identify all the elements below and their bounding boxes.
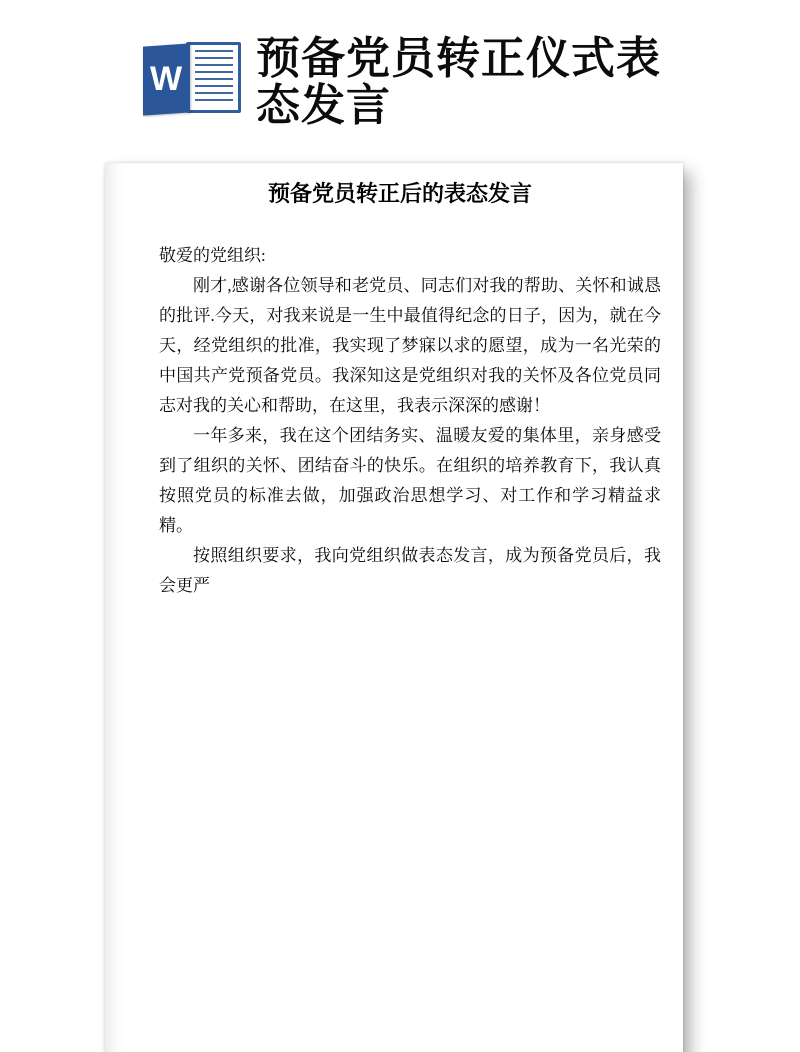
document-paragraph: 按照组织要求，我向党组织做表态发言，成为预备党员后，我会更严 bbox=[159, 546, 661, 595]
document-page bbox=[105, 163, 683, 1052]
word-icon-w-panel bbox=[143, 43, 190, 115]
page-title: 预备党员转正仪式表态发言 bbox=[256, 34, 661, 130]
word-icon-text-lines bbox=[195, 50, 233, 105]
document-salutation: 敬爱的党组织: bbox=[159, 246, 266, 265]
header bbox=[143, 35, 676, 129]
document-paragraph: 刚才,感谢各位领导和老党员、同志们对我的帮助、关怀和诚恳的批评.今天，对我来说是一生中最值得纪念的日子，因为，就在今天，经党组织的批准，我实现了梦寐以求的愿望，成为一名光荣的中国共产党预备党员。我深知这是党组织对我的关怀及各位党员同志对我的关心和帮助，在这里，我表示深深的感谢！ bbox=[159, 276, 661, 415]
document-paragraph: 一年多来，我在这个团结务实、温暖友爱的集体里，亲身感受到了组织的关怀、团结奋斗的快乐。在组织的培养教育下，我认真按照党员的标准去做，加强政治思想学习、对工作和学习精益求精。 bbox=[159, 426, 661, 535]
word-icon-document-sheet bbox=[186, 42, 241, 113]
document-body bbox=[159, 241, 661, 601]
word-icon-letter: W bbox=[150, 60, 183, 98]
word-icon bbox=[143, 40, 241, 120]
document-title: 预备党员转正后的表态发言 bbox=[267, 181, 532, 206]
